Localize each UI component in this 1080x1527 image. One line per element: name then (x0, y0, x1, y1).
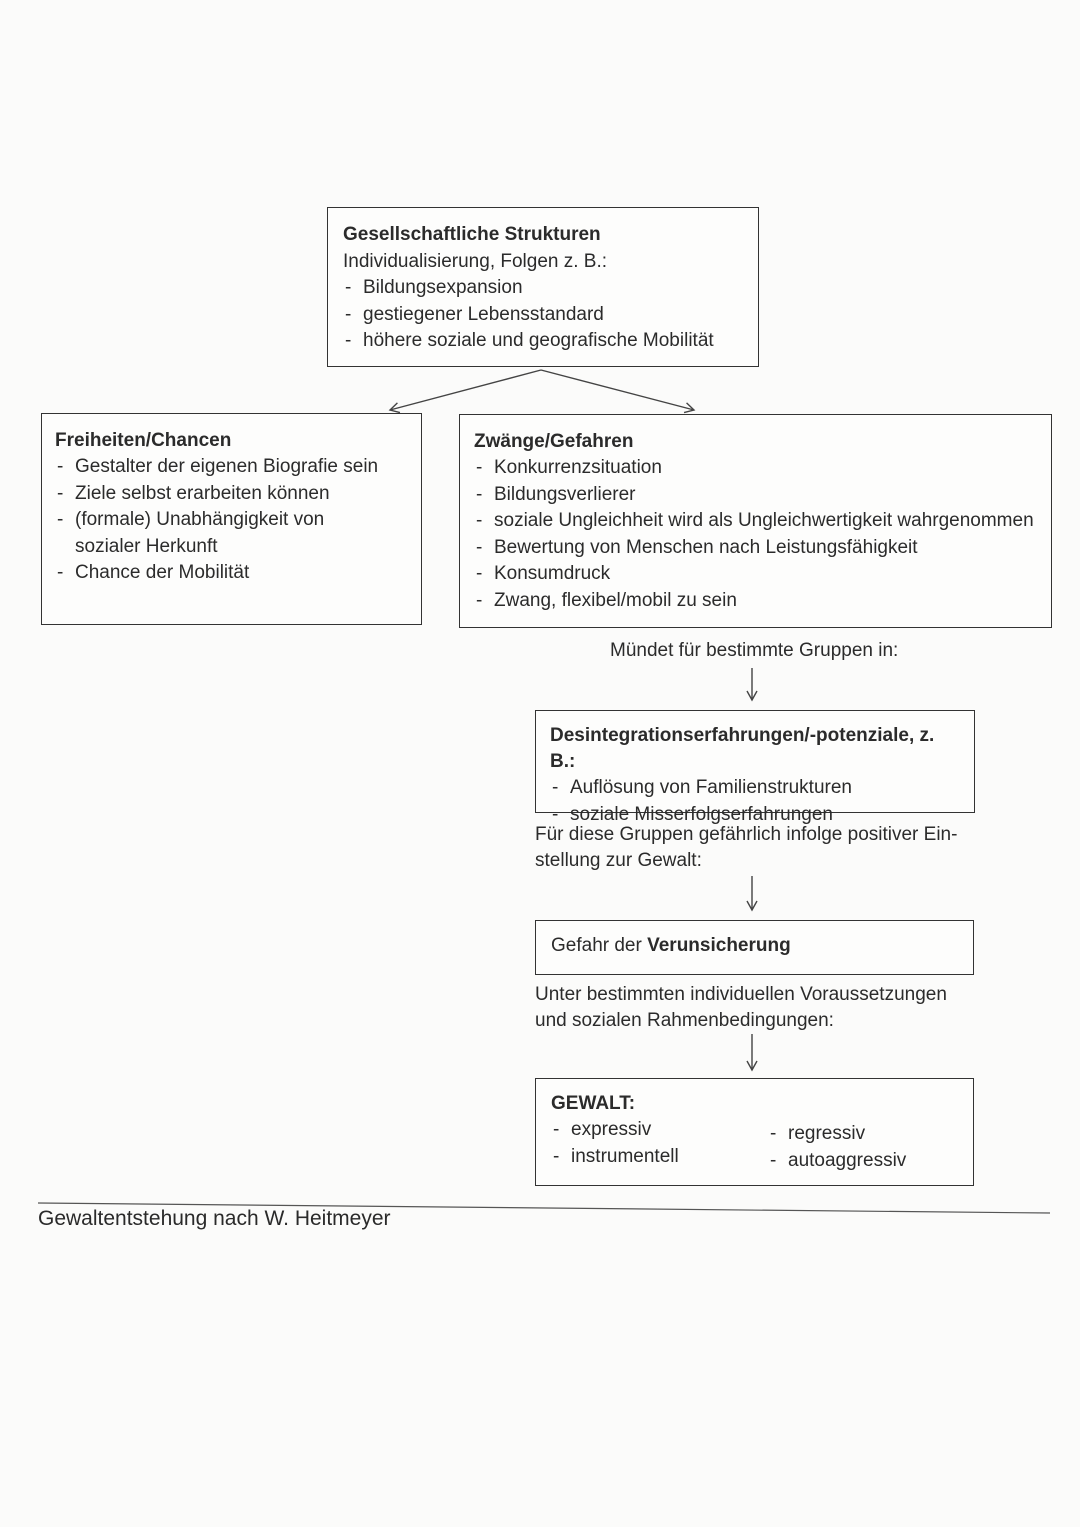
list-item: - Zwang, flexibel/mobil zu sein (474, 588, 1043, 615)
disintegration-title: Desintegrationserfahrungen/-potenziale, z. B.: (550, 725, 935, 772)
box-freedoms-chances (41, 413, 422, 625)
constraints-title: Zwänge/Gefahren (474, 431, 634, 452)
connector-conditions-line1: Unter bestimmten individuellen Voraussetzungen (535, 984, 947, 1005)
violence-title: GEWALT: (551, 1093, 636, 1114)
social-structures-subtitle: Individualisierung, Folgen z. B.: (343, 251, 608, 272)
violence-list-left (551, 1117, 679, 1170)
list-item: - soziale Ungleichheit wird als Ungleichwertigkeit wahrgenommen (474, 508, 1043, 535)
list-item: - Bildungsexpansion (343, 275, 744, 302)
list-item: - Gestalter der eigenen Biografie sein (55, 454, 409, 481)
list-item: - Chance der Mobilität (55, 560, 409, 587)
constraints-list (474, 455, 1043, 615)
list-item: - instrumentell (551, 1144, 679, 1171)
social-structures-list (343, 275, 744, 355)
connector-dangerous-line1: Für diese Gruppen gefährlich infolge positiver Ein- (535, 824, 958, 845)
uncertainty-prefix: Gefahr der (551, 935, 648, 956)
list-item: - gestiegener Lebensstandard (343, 302, 744, 329)
disintegration-list (550, 775, 964, 828)
list-item: - Bildungsverlierer (474, 482, 1043, 509)
connector-conditions-line2: und sozialen Rahmenbedingungen: (535, 1010, 834, 1031)
uncertainty-emphasis: Verunsicherung (647, 935, 791, 956)
arrow-to-freedoms (390, 370, 541, 410)
freedoms-list (55, 454, 409, 587)
list-item: - (formale) Unabhängigkeit von sozialer Herkunft (55, 507, 375, 560)
connector-dangerous-line2: stellung zur Gewalt: (535, 850, 702, 871)
box-disintegration (535, 710, 975, 825)
violence-list-right (768, 1121, 906, 1174)
figure-caption: Gewaltentstehung nach W. Heitmeyer (38, 1207, 391, 1230)
list-item: - Konsumdruck (474, 561, 1043, 588)
list-item: - Ziele selbst erarbeiten können (55, 481, 409, 508)
box-violence (535, 1078, 974, 1186)
social-structures-title: Gesellschaftliche Strukturen (343, 224, 601, 245)
box-uncertainty (535, 920, 974, 975)
connector-dangerous (535, 822, 965, 874)
freedoms-title: Freiheiten/Chancen (55, 430, 232, 451)
list-item: - Auflösung von Familienstrukturen (550, 775, 964, 802)
list-item: - höhere soziale und geografische Mobilität (343, 328, 744, 355)
box-social-structures (327, 207, 759, 367)
list-item: - regressiv (768, 1121, 906, 1148)
connector-conditions (535, 982, 965, 1034)
list-item: - soziale Misserfolgserfahrungen (550, 802, 964, 829)
list-item: - autoaggressiv (768, 1148, 906, 1175)
connector-leads-to: Mündet für bestimmte Gruppen in: (610, 640, 899, 661)
arrow-to-constraints (541, 370, 694, 410)
list-item: - expressiv (551, 1117, 679, 1144)
list-item: - Bewertung von Menschen nach Leistungsfähigkeit (474, 535, 1043, 562)
list-item: - Konkurrenzsituation (474, 455, 1043, 482)
box-constraints-dangers (459, 414, 1052, 628)
